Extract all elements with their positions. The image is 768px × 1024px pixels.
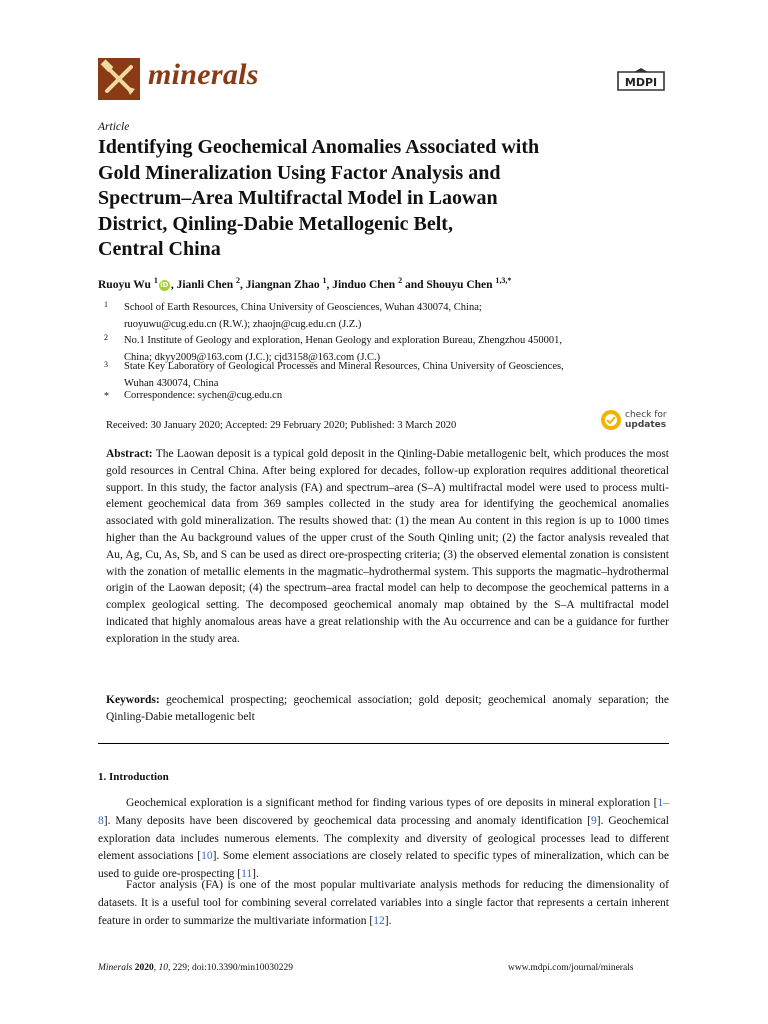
text-run: Geochemical exploration is a significant method for finding various types of ore deposits in mineral exploration [ xyxy=(126,797,658,809)
section-heading: 1. Introduction xyxy=(98,771,169,783)
author-affiliation: 2 xyxy=(236,276,241,285)
keywords-label: Keywords: xyxy=(106,694,160,706)
citation-link[interactable]: 12 xyxy=(373,914,385,927)
section-divider xyxy=(98,743,669,744)
author-affiliation: 2 xyxy=(398,276,403,285)
footer-doi[interactable]: , 229; doi:10.3390/min10030229 xyxy=(167,963,294,973)
author-name[interactable]: Jiangnan Zhao xyxy=(245,278,320,291)
affiliation-line: Wuhan 430074, China xyxy=(124,377,219,389)
title-line: Spectrum–Area Multifractal Model in Laowan xyxy=(98,187,498,209)
article-type: Article xyxy=(98,121,130,133)
abstract-text: The Laowan deposit is a typical gold deposit in the Qinling-Dabie metallogenic belt, which produces the most gold resources in Central China. After being explored for decades, follow-up exploration requires additional theoretical support. In this study, the factor analysis (FA) and spectrum–area (S–A) multifractal model were used to process multi-element geochemical data from 369 samples collected in the study area for identifying the geochemical anomalies associated with gold mineralization. The results showed that: (1) the mean Au content in this region is up to 1000 times higher than the Au background values of the upper crust of the South Qinling unit; (2) the factor analysis revealed that Au, Ag, Cu, As, Sb, and S can be used as direct ore-prospecting criteria; (3) the observed elemental zonation is consistent with the zonation of metallic elements in the magmatic–hydrothermal system. This supports the magmatic–hydrothermal origin of the Laowan deposit; (4) the spectrum–area fractal model can help to decompose the geochemical patterns in a complex geological setting. The decomposed geochemical anomaly map obtained by the S–A multifractal model indicated that highly anomalous areas have a great relationship with the Au occurrence and can be a guidance for further exploration in the study area. xyxy=(106,448,669,645)
text-run: ]. Many deposits have been discovered by geochemical data processing and anomaly identification [ xyxy=(103,814,591,827)
citation-link[interactable]: 11 xyxy=(241,868,253,881)
author-affiliation: 1 xyxy=(153,276,158,285)
author-list xyxy=(98,276,511,291)
author-affiliation: 1,3,* xyxy=(495,276,512,285)
affiliation-number: 1 xyxy=(104,300,108,309)
affiliation-number: 3 xyxy=(104,360,108,369)
publisher-name: MDPI xyxy=(624,76,658,89)
affiliation-line: Correspondence: sychen@cug.edu.cn xyxy=(124,390,283,401)
affiliation-number: * xyxy=(104,391,109,402)
journal-name: minerals xyxy=(148,58,259,91)
footer-year: 2020 xyxy=(134,963,154,973)
paper-title xyxy=(98,135,678,263)
author-separator: , xyxy=(326,278,333,291)
intro-paragraph-1 xyxy=(98,795,669,884)
affiliation xyxy=(124,300,684,333)
affiliation-line: No.1 Institute of Geology and exploration, Henan Geology and exploration Bureau, Zhengzhou 450001, xyxy=(124,335,562,346)
author-name[interactable]: Jinduo Chen xyxy=(332,278,396,291)
text-run: Factor analysis (FA) is one of the most popular multivariate analysis methods for reducing the dimensionality of datasets. It is a useful tool for combining several correlated variables into a single factor that represents a certain inherent feature in order to summarize the multivariate information [ xyxy=(98,879,669,927)
footer-volume: 10 xyxy=(158,963,168,973)
text-run: ]. xyxy=(384,914,392,927)
citation-link[interactable]: 1–8 xyxy=(98,797,669,827)
abstract-label: Abstract: xyxy=(106,448,153,460)
citation-footer: Minerals 2020, 10, 229; doi:10.3390/min10030229 xyxy=(98,963,294,973)
citation-link[interactable]: 10 xyxy=(201,850,213,863)
text-run: ]. xyxy=(252,868,259,881)
author-separator: and xyxy=(402,278,427,291)
text-run: ]. Some element associations are closely related to specific types of mineralization, which can be used to guide ore-prospecting [ xyxy=(98,850,669,881)
citation-link[interactable]: 9 xyxy=(591,814,597,827)
keywords-text: geochemical prospecting; geochemical association; gold deposit; geochemical anomaly separation; the Qinling-Dabie metallogenic belt xyxy=(106,694,669,723)
affiliation-line: State Key Laboratory of Geological Processes and Mineral Resources, China University of Geosciences, xyxy=(124,361,564,372)
keywords xyxy=(106,692,669,726)
title-line: Gold Mineralization Using Factor Analysis and xyxy=(98,161,501,184)
orcid-icon[interactable]: iD xyxy=(160,280,169,289)
journal-url-link[interactable]: www.mdpi.com/journal/minerals xyxy=(508,963,634,973)
footer-journal: Minerals xyxy=(98,963,133,973)
text-run: ]. Geochemical exploration data includes numerous elements. The complexity and diversity of geological processes lead to different element associations [ xyxy=(98,814,669,863)
author-affiliation: 1 xyxy=(322,276,327,285)
updates-label[interactable]: updates xyxy=(625,420,667,430)
title-line: District, Qinling-Dabie Metallogenic Belt, xyxy=(98,212,453,235)
author-name[interactable]: Jianli Chen xyxy=(176,278,234,291)
author-name[interactable]: Shouyu Chen xyxy=(426,278,493,291)
affiliation-line: China; dkyy2009@163.com (J.C.); cjd3158@163.com (J.C.) xyxy=(124,351,381,363)
author-separator: , xyxy=(240,278,246,291)
publication-dates: Received: 30 January 2020; Accepted: 29 February 2020; Published: 3 March 2020 xyxy=(106,420,457,431)
mdpi-logo-icon xyxy=(612,68,670,96)
affiliation-number: 2 xyxy=(104,333,108,342)
correspondence xyxy=(124,388,684,405)
intro-paragraph-2 xyxy=(98,877,669,930)
title-line: Central China xyxy=(98,238,221,260)
check-for-label[interactable]: check for xyxy=(625,410,667,420)
minerals-logo-icon xyxy=(98,58,140,100)
author-separator: , xyxy=(170,278,177,291)
title-line: Identifying Geochemical Anomalies Associated with xyxy=(98,136,540,158)
abstract xyxy=(106,446,669,648)
affiliation-line: ruoyuwu@cug.edu.cn (R.W.); zhaojn@cug.edu.cn (J.Z.) xyxy=(124,318,362,330)
affiliation-line: School of Earth Resources, China University of Geosciences, Wuhan 430074, China; xyxy=(124,302,482,313)
author-name[interactable]: Ruoyu Wu xyxy=(98,278,151,291)
